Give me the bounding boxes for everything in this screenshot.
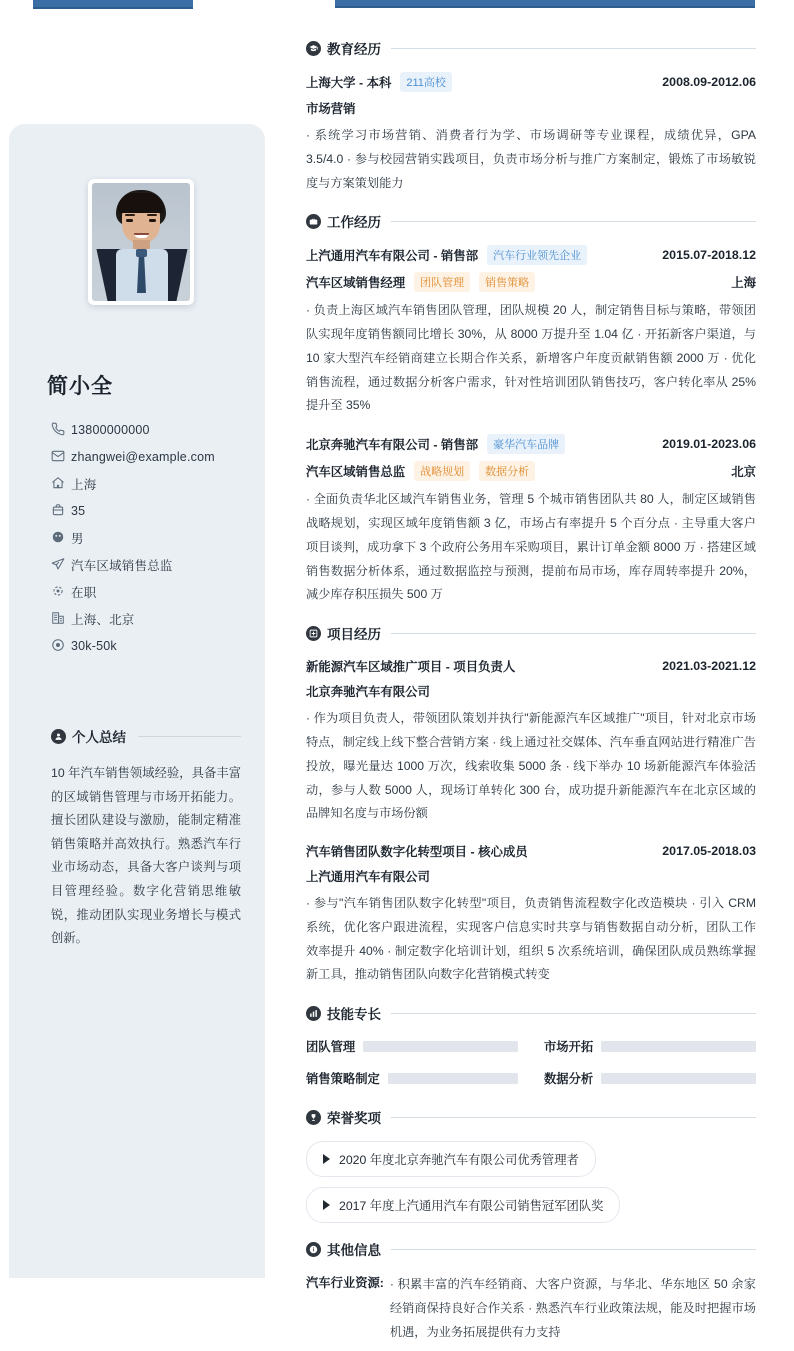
project-company: 北京奔驰汽车有限公司 [306, 685, 430, 700]
summary-header [51, 726, 241, 746]
contact-item-locations [51, 605, 251, 632]
work-detail: · 负责上海区域汽车销售团队管理，团队规模 20 人，制定销售目标与策略，带领团队实现年度销售额同比增长 30%，从 8000 万提升至 1.04 亿 · 开拓新客户渠道，与 10 家大型汽车经销商建立长期合作关系，新增客户年度贡献销售额 2000 万 · 优化销售流程，通过数据分析客户需求，针对性培训团队销售技巧，客户转化率从 25%提升至 35% [306, 303, 756, 413]
candidate-name: 简小全 [47, 375, 113, 398]
section-title: 项目经历 [327, 627, 381, 643]
contact-value: 13800000000 [71, 422, 150, 437]
entry-role-row [306, 461, 756, 481]
phone-icon [51, 422, 71, 438]
avatar-photo [92, 183, 190, 301]
education-date: 2008.09-2012.06 [662, 75, 756, 89]
divider [391, 1249, 756, 1250]
divider [138, 736, 241, 737]
work-location: 上海 [731, 276, 756, 291]
skill-label: 数据分析 [544, 1072, 594, 1087]
skill-label: 市场开拓 [544, 1040, 594, 1055]
project-detail: · 作为项目负责人，带领团队策划并执行"新能源汽车区域推广"项目，针对北京市场特点，制定线上线下整合营销方案 · 线上通过社交媒体、汽车垂直网站进行精准广告投放，曝光量达 1000 万次，线索收集 5000 条 · 线下举办 10 场新能源汽车体验活动，参与人数 5000 人，现场订单转化 300 台，成功提升新能源汽车在北京区域的品牌知名度与市场份额 [306, 711, 756, 821]
skill-label: 团队管理 [306, 1040, 356, 1055]
triangle-right-icon [323, 1200, 330, 1210]
project-company: 上汽通用汽车有限公司 [306, 870, 430, 885]
chart-bar-icon [306, 1006, 321, 1021]
contact-value: 男 [71, 531, 84, 546]
other-row [306, 1273, 756, 1344]
work-date: 2019.01-2023.06 [662, 437, 756, 452]
company-tag: 豪华汽车品牌 [487, 434, 565, 454]
work-entry [306, 245, 756, 418]
contact-value: 在职 [71, 585, 97, 600]
school-tag: 211高校 [400, 72, 452, 92]
divider [391, 48, 756, 49]
skill-progress-track [601, 1073, 756, 1084]
role-tag: 战略规划 [414, 461, 470, 481]
section-title: 其他信息 [327, 1243, 381, 1259]
skill-item [306, 1037, 518, 1055]
education-header [306, 38, 756, 58]
trophy-icon [306, 1110, 321, 1125]
entry-top-row [306, 245, 756, 265]
summary-title: 个人总结 [72, 730, 126, 745]
entry-top-row [306, 72, 756, 92]
skill-item [544, 1037, 756, 1055]
section-projects [306, 623, 756, 987]
contact-item-salary [51, 632, 251, 659]
school-name: 上海大学 - 本科 [306, 76, 392, 90]
contact-item-gender [51, 524, 251, 551]
work-location: 北京 [731, 465, 756, 480]
job-role: 汽车区域销售总监 [306, 465, 406, 480]
contact-value: 汽车区域销售总监 [71, 558, 173, 573]
entry-top-row [306, 657, 756, 675]
info-icon [306, 1242, 321, 1257]
honor-text: 2017 年度上汽通用汽车有限公司销售冠军团队奖 [339, 1199, 604, 1214]
contact-item-phone [51, 416, 251, 443]
header-accent-bar-left [33, 0, 193, 9]
summary-text: 10 年汽车销售领域经验，具备丰富的区域销售管理与市场开拓能力。擅长团队建设与激励，能制定精准销售策略并高效执行。熟悉汽车行业市场动态，具备大客户谈判与项目管理经验。数字化营销思维敏锐，推动团队实现业务增长与模式创新。 [51, 766, 241, 946]
skill-label: 销售策略制定 [306, 1072, 380, 1087]
gender-icon [51, 530, 71, 546]
project-entry [306, 842, 756, 987]
company-name: 上汽通用汽车有限公司 - 销售部 [306, 249, 479, 264]
skill-grid [306, 1037, 756, 1087]
person-icon [51, 729, 66, 744]
entry-role-row [306, 272, 756, 292]
header-accent-bar-right [335, 0, 755, 8]
entry-top-row [306, 842, 756, 860]
section-title: 荣誉奖项 [327, 1111, 381, 1127]
skill-progress-track [388, 1073, 518, 1084]
divider [391, 221, 756, 222]
paper-plane-icon [51, 557, 71, 573]
contact-item-email [51, 443, 251, 470]
education-entry [306, 72, 756, 195]
contact-item-city [51, 470, 251, 497]
work-header [306, 211, 756, 231]
honors-header [306, 1107, 756, 1127]
section-skills [306, 1003, 756, 1087]
other-text: · 积累丰富的汽车经销商、大客户资源，与华北、华东地区 50 余家经销商保持良好合作关系 · 熟悉汽车行业政策法规，能及时把握市场机遇，为业务拓展提供有力支持 [389, 1277, 756, 1339]
section-other [306, 1239, 756, 1344]
education-detail: · 系统学习市场营销、消费者行为学、市场调研等专业课程，成绩优异，GPA 3.5/4.0 · 参与校园营销实践项目，负责市场分析与推广方案制定，锻炼了市场敏锐度与方案策划能力 [306, 128, 756, 190]
building-icon [51, 611, 71, 627]
major: 市场营销 [306, 102, 356, 116]
skill-item [544, 1069, 756, 1087]
work-entry [306, 434, 756, 607]
section-work [306, 211, 756, 607]
section-education [306, 38, 756, 195]
skill-progress-track [601, 1041, 756, 1052]
project-date: 2017.05-2018.03 [662, 844, 756, 859]
grid-plus-icon [306, 626, 321, 641]
section-honors [306, 1107, 756, 1223]
other-label: 汽车行业资源: [306, 1276, 384, 1291]
company-tag: 汽车行业领先企业 [487, 245, 587, 265]
main-content [306, 38, 756, 1351]
other-header [306, 1239, 756, 1259]
honor-item[interactable] [306, 1141, 596, 1177]
target-icon [51, 638, 71, 654]
briefcase-icon [51, 503, 71, 519]
graduation-cap-icon [306, 41, 321, 56]
honor-item[interactable] [306, 1187, 620, 1223]
skill-progress-track [363, 1041, 518, 1052]
divider [391, 633, 756, 634]
company-name: 北京奔驰汽车有限公司 - 销售部 [306, 438, 479, 453]
contact-item-position [51, 551, 251, 578]
envelope-icon [51, 449, 71, 465]
contact-value: 上海 [71, 477, 97, 492]
contact-item-age [51, 497, 251, 524]
role-tag: 团队管理 [414, 272, 470, 292]
work-detail: · 全面负责华北区域汽车销售业务，管理 5 个城市销售团队共 80 人，制定区域销售战略规划，实现区域年度销售额 3 亿，市场占有率提升 5 个百分点 · 主导重大客户项目谈判，成功拿下 3 个政府公务用车采购项目，累计订单金额 8000 万 · 搭建区域销售数据分析体系，通过数据监控与预测，提前布局市场，库存周转率提升 20%，减少库存积压损失 500 万 [306, 492, 756, 602]
contact-list [51, 416, 251, 659]
divider [391, 1013, 756, 1014]
skill-item [306, 1069, 518, 1087]
contact-value: 35 [71, 503, 86, 518]
work-date: 2015.07-2018.12 [662, 248, 756, 263]
honor-text: 2020 年度北京奔驰汽车有限公司优秀管理者 [339, 1153, 579, 1168]
projects-header [306, 623, 756, 643]
contact-value: zhangwei@example.com [71, 449, 215, 464]
section-title: 技能专长 [327, 1007, 381, 1023]
project-detail: · 参与"汽车销售团队数字化转型"项目，负责销售流程数字化改造模块 · 引入 CRM 系统，优化客户跟进流程，实现客户信息实时共享与销售数据自动分析，团队工作效率提升 40% · 制定数字化培训计划，组织 5 次系统培训，确保团队成员熟练掌握新工具，推动销售团队向数字化营销模式转变 [306, 896, 756, 982]
skills-header [306, 1003, 756, 1023]
summary-section [51, 726, 241, 951]
project-date: 2021.03-2021.12 [662, 659, 756, 674]
entry-top-row [306, 434, 756, 454]
section-title: 教育经历 [327, 42, 381, 57]
home-icon [51, 476, 71, 492]
contact-value: 上海、北京 [71, 612, 135, 627]
status-icon [51, 584, 71, 600]
section-title: 工作经历 [327, 215, 381, 231]
contact-item-status [51, 578, 251, 605]
triangle-right-icon [323, 1154, 330, 1164]
project-entry [306, 657, 756, 826]
avatar [88, 179, 194, 305]
sidebar [9, 124, 265, 1278]
contact-value: 30k-50k [71, 638, 117, 653]
role-tag: 销售策略 [479, 272, 535, 292]
project-name: 汽车销售团队数字化转型项目 - 核心成员 [306, 845, 528, 860]
role-tag: 数据分析 [479, 461, 535, 481]
briefcase-icon [306, 214, 321, 229]
project-name: 新能源汽车区域推广项目 - 项目负责人 [306, 660, 516, 675]
divider [391, 1117, 756, 1118]
job-role: 汽车区域销售经理 [306, 276, 406, 291]
